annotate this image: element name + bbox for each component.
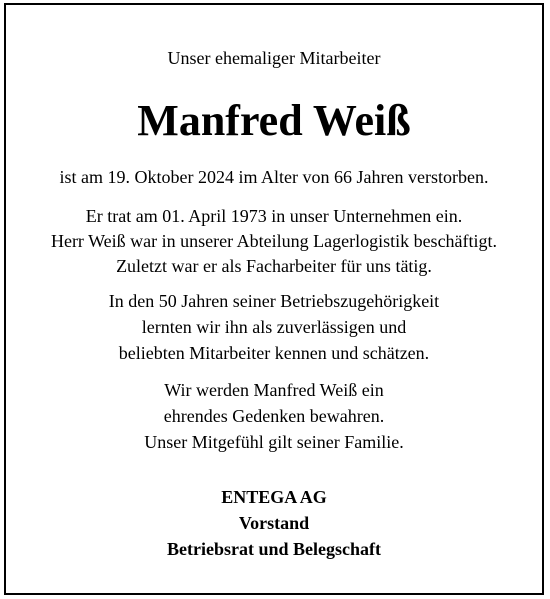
signature-company: ENTEGA AG <box>221 487 327 507</box>
memorial-line-2: ehrendes Gedenken bewahren. <box>163 406 385 426</box>
death-announcement: ist am 19. Oktober 2024 im Alter von 66 Jahren verstorben. <box>59 167 489 187</box>
header-text: Unser ehemaliger Mitarbeiter <box>167 48 381 68</box>
deceased-name: Manfred Weiß <box>137 96 411 145</box>
memorial-line-1: Wir werden Manfred Weiß ein <box>164 380 384 400</box>
tribute-line-1: In den 50 Jahren seiner Betriebszugehörigkeit <box>108 291 440 311</box>
obituary-notice <box>4 3 544 595</box>
signature-staff: Betriebsrat und Belegschaft <box>167 539 381 559</box>
tribute-line-3: beliebten Mitarbeiter kennen und schätzen. <box>118 343 430 363</box>
signature-board: Vorstand <box>238 513 310 533</box>
memorial-line-3: Unser Mitgefühl gilt seiner Familie. <box>144 432 404 452</box>
tribute-line-2: lernten wir ihn als zuverlässigen und <box>141 317 407 337</box>
career-line-2: Herr Weiß war in unserer Abteilung Lagerlogistik beschäftigt. <box>50 231 498 251</box>
career-line-3: Zuletzt war er als Facharbeiter für uns tätig. <box>116 256 432 276</box>
career-line-1: Er trat am 01. April 1973 in unser Unternehmen ein. <box>85 206 463 226</box>
